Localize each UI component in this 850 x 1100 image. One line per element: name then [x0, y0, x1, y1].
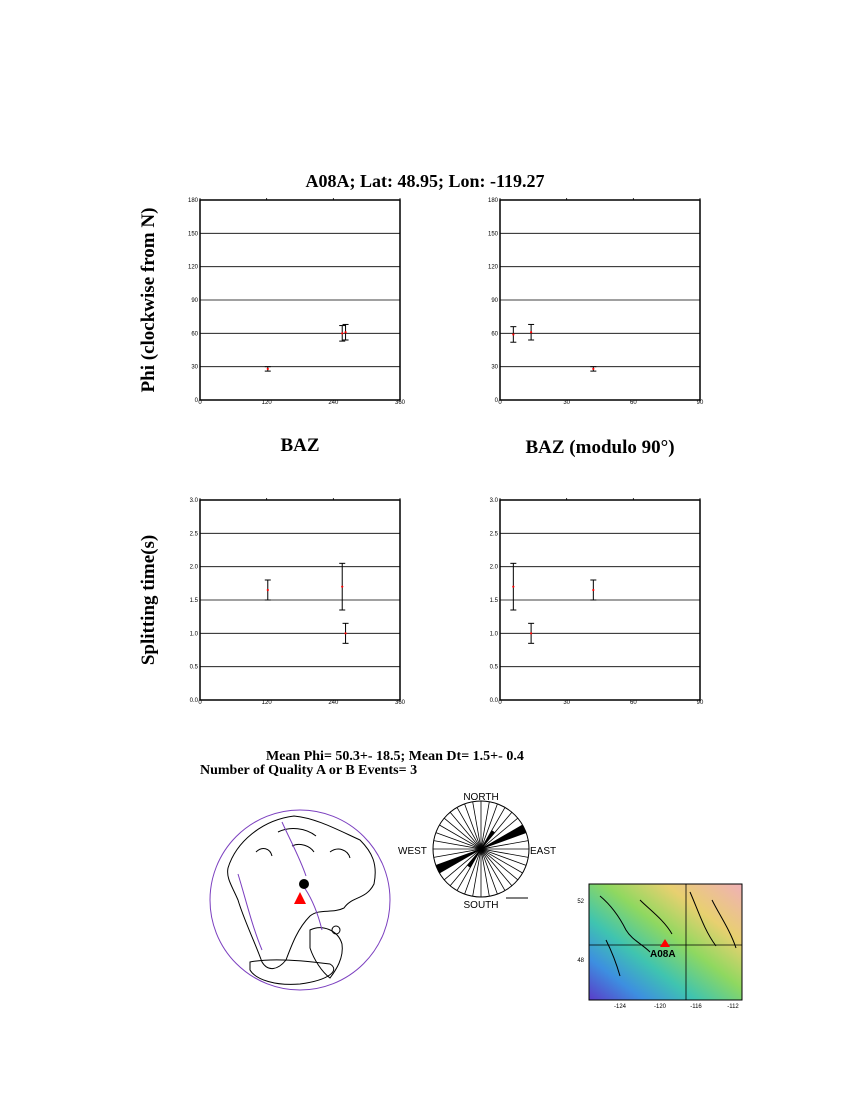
x-tick-label: 0: [498, 400, 502, 406]
y-tick-label: 120: [187, 264, 198, 271]
globe-event-marker: [299, 879, 309, 889]
y-tick-label: 2.0: [189, 564, 198, 571]
x-tick-label: 30: [563, 400, 571, 406]
globe-landmass-north: [228, 816, 376, 969]
rose-east-label: EAST: [530, 846, 557, 857]
y-tick-label: 60: [491, 331, 498, 338]
lon-tick-112: -112: [727, 1004, 739, 1010]
y-tick-label: 90: [491, 298, 498, 304]
data-point: [344, 331, 346, 333]
x-tick-label: 240: [328, 400, 339, 406]
y-tick-label: 150: [487, 231, 498, 238]
y-tick-label: 2.0: [489, 564, 498, 571]
rose-west-label: WEST: [398, 846, 427, 857]
x-tick-label: 90: [696, 400, 704, 406]
x-tick-label: 60: [629, 700, 637, 706]
y-tick-label: 90: [191, 298, 198, 304]
y-tick-label: 0: [194, 398, 198, 404]
y-tick-label: 1.0: [189, 631, 198, 638]
x-tick-label: 120: [261, 400, 272, 406]
dt-axis-label: Splitting time(s): [138, 534, 159, 666]
x-tick-label: 360: [394, 700, 406, 706]
globe-event-marker-2: [332, 926, 340, 934]
world-globe-map: [210, 810, 390, 990]
globe-station-marker: [294, 892, 306, 904]
lat-tick-52: 52: [577, 899, 584, 905]
rose-south-label: SOUTH: [463, 900, 499, 911]
x-tick-label: 120: [261, 700, 272, 706]
x-tick-label: 360: [394, 400, 406, 406]
y-tick-label: 3.0: [189, 498, 198, 504]
lat-tick-48: 48: [577, 958, 584, 964]
y-tick-label: 1.0: [489, 631, 498, 638]
y-tick-label: 2.5: [489, 531, 498, 538]
data-point: [530, 331, 532, 333]
y-tick-label: 2.5: [189, 531, 198, 538]
rose-diagram: [433, 801, 529, 898]
data-point: [512, 333, 514, 335]
y-tick-label: 180: [187, 198, 198, 204]
figure-title: A08A; Lat: 48.95; Lon: -119.27: [305, 171, 545, 191]
y-tick-label: 0.5: [189, 664, 198, 671]
y-tick-label: 0: [494, 398, 498, 404]
phi-axis-label: Phi (clockwise from N): [138, 207, 159, 393]
dt-vs-baz-mod90-chart: [490, 498, 704, 706]
y-tick-label: 60: [191, 331, 198, 338]
dt-vs-baz-chart: [190, 498, 406, 706]
regional-station-map: [577, 884, 742, 1010]
y-tick-label: 0.0: [189, 698, 198, 704]
data-point: [512, 586, 514, 588]
y-tick-label: 0.0: [489, 698, 498, 704]
lon-tick-124: -124: [613, 1004, 627, 1010]
y-tick-label: 3.0: [489, 498, 498, 504]
lon-tick-116: -116: [690, 1004, 702, 1010]
y-tick-label: 1.5: [189, 598, 198, 604]
data-point: [344, 632, 346, 634]
x-tick-label: 0: [198, 400, 202, 406]
x-tick-label: 30: [563, 700, 571, 706]
x-tick-label: 240: [328, 700, 339, 706]
data-point: [267, 589, 269, 591]
y-tick-label: 1.5: [489, 598, 498, 604]
station-label: A08A: [650, 949, 676, 960]
x-tick-label: 60: [629, 400, 637, 406]
y-tick-label: 0.5: [489, 664, 498, 671]
y-tick-label: 30: [491, 364, 498, 371]
y-tick-label: 120: [487, 264, 498, 271]
globe-coastline-detail: [256, 829, 350, 858]
globe-landmass-south: [310, 928, 342, 978]
phi-vs-baz-mod90-chart: [488, 198, 704, 406]
y-tick-label: 180: [487, 198, 498, 204]
x-tick-label: 0: [198, 700, 202, 706]
event-count-text: Number of Quality A or B Events= 3: [200, 763, 418, 778]
data-point: [341, 332, 343, 334]
data-point: [530, 632, 532, 634]
data-point: [592, 589, 594, 591]
phi-vs-baz-chart: [188, 198, 406, 406]
globe-plate-boundaries: [238, 822, 322, 950]
lon-tick-120: -120: [653, 1004, 667, 1010]
data-point: [267, 368, 269, 370]
x-tick-label: 90: [696, 700, 704, 706]
rose-north-label: NORTH: [463, 792, 499, 803]
y-tick-label: 150: [187, 231, 198, 238]
mean-stats-text: Mean Phi= 50.3+- 18.5; Mean Dt= 1.5+- 0.4: [266, 749, 524, 764]
x-tick-label: 0: [498, 700, 502, 706]
data-point: [341, 586, 343, 588]
baz-axis-label: BAZ: [280, 435, 320, 456]
y-tick-label: 30: [191, 364, 198, 371]
baz-mod-axis-label: BAZ (modulo 90°): [525, 437, 675, 458]
data-point: [592, 368, 594, 370]
